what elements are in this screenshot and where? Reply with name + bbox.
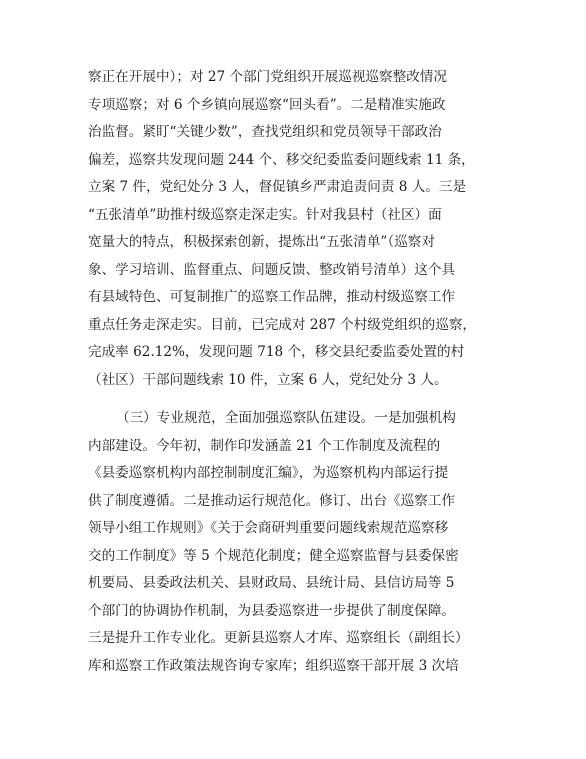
- paragraph-1-line-5: 立案 7 件，党纪处分 3 人，督促镇乡严肃追责问责 8 人。三是: [88, 179, 467, 195]
- paragraph-2-line-8: 个部门的协调协作机制，为县委巡察进一步提供了制度保障。: [88, 602, 456, 619]
- paragraph-2-line-4: 供了制度遵循。二是推动运行规范化。修订、出台《巡察工作: [88, 492, 456, 509]
- paragraph-1-line-4: 偏差，巡察共发现问题 244 个、移交纪委监委问题线索 11 条，: [88, 151, 475, 168]
- paragraph-1-line-10: 重点任务走深走实。目前，已完成对 287 个村级党组织的巡察，: [88, 316, 477, 333]
- paragraph-2-line-9: 三是提升工作专业化。更新县巡察人才库、巡察组长（副组长）: [88, 630, 469, 646]
- paragraph-1-line-6: “五张清单”助推村级巡察走深走实。针对我县村（社区）面: [88, 206, 442, 223]
- paragraph-2-line-1: （三）专业规范，全面加强巡察队伍建设。一是加强机构: [116, 410, 456, 426]
- paragraph-2-line-2: 内部建设。今年初，制作印发涵盖 21 个工作制度及流程的: [88, 437, 441, 454]
- paragraph-2-line-6: 交的工作制度》等 5 个规范化制度；健全巡察监督与县委保密: [88, 547, 459, 564]
- paragraph-1-line-12: （社区）干部问题线索 10 件，立案 6 人，党纪处分 3 人。: [88, 371, 448, 388]
- paragraph-1-line-8: 象、学习培训、监督重点、问题反馈、整改销号清单）这个具: [88, 261, 456, 278]
- paragraph-2-line-5: 领导小组工作规则》《关于会商研判重要问题线索规范巡察移: [88, 520, 449, 536]
- paragraph-2-line-7: 机要局、县委政法机关、县财政局、县统计局、县信访局等 5: [88, 575, 455, 591]
- paragraph-spacer: [88, 394, 504, 405]
- document-body: [88, 64, 504, 680]
- paragraph-1-line-3: 治监督。紧盯“关键少数”，查找党组织和党员领导干部政治: [88, 124, 442, 140]
- paragraph-1-line-2: 专项巡察；对 6 个乡镇向展巡察“回头看”。二是精准实施政: [88, 96, 446, 113]
- paragraph-2-line-3: 《县委巡察机构内部控制制度汇编》，为巡察机构内部运行提: [88, 465, 449, 481]
- paragraph-2-line-10: 库和巡察工作政策法规咨询专家库；组织巡察干部开展 3 次培: [88, 657, 459, 674]
- paragraph-1-line-1: 察正在开展中）；对 27 个部门党组织开展巡视巡察整改情况: [88, 69, 447, 85]
- paragraph-1-line-9: 有县域特色、可复制推广的巡察工作品牌，推动村级巡察工作: [88, 289, 456, 305]
- paragraph-1-line-7: 宽量大的特点，积极探索创新，提炼出“五张清单”（巡察对: [88, 234, 435, 250]
- paragraph-1-line-11: 完成率 62.12%，发现问题 718 个，移交县纪委监委处置的村: [88, 344, 465, 360]
